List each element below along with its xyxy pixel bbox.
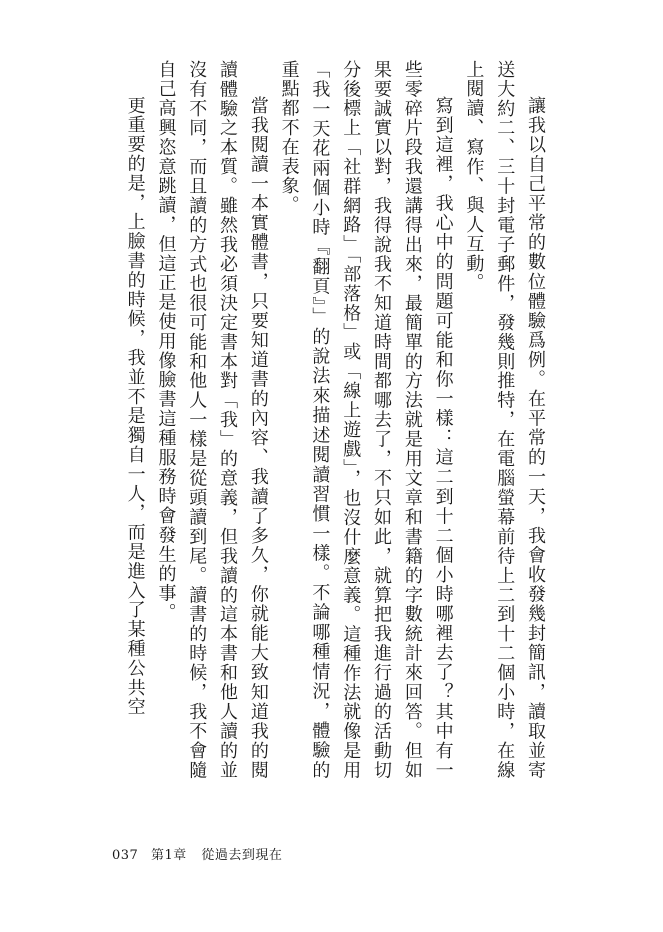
- paragraph-1: 讓我以自己平常的數位體驗爲例。在平常的一天，我會收發幾封簡訊，讀取並寄送大約二、三十封電子郵件，發幾則推特，在電腦螢幕前待上二到十二個小時，在線上閱讀、寫作、與人互動。: [463, 60, 546, 780]
- body-text: [98, 60, 550, 780]
- page-footer: [112, 844, 282, 863]
- paragraph-3: 當我閱讀一本實體書，只要知道書的內容、我讀了多久，你就能大致知道我的閱讀體驗之本質。雖然我必須決定書本對「我」的意義，但我讀的這本書和他人讀的並沒有不同，而且讀的方式也很可能和他人一樣是從頭讀到尾。讀書的時候，我不會隨自己高興恣意跳讀，但這正是使用像臉書這種服務時會發生的事。: [155, 60, 269, 780]
- paragraph-2: 寫到這裡，我心中的問題可能和你一樣：這二到十二個小時哪裡去了？其中有一些零碎片段我還講得出來，最簡單的方法就是用文章和書籍的字數統計來回答。但如果要誠實以對，我得說我不知道時間都哪去了，不只如此，就算把我進行過的活動切分後標上「社群網路」「部落格」或「線上遊戲」，也沒什麼意義。這種作法就像是用「我一天花兩個小時『翻頁』」的說法來描述閱讀習慣一樣。不論哪種情況，體驗的重點都不在表象。: [278, 60, 454, 780]
- chapter-label: 第1章: [150, 848, 187, 863]
- chapter-title: 從過去到現在: [201, 848, 283, 863]
- page-number: 037: [112, 848, 139, 863]
- paragraph-4: 更重要的是，上臉書的時候，我並不是獨自一人，而是進入了某種公共空: [124, 96, 146, 717]
